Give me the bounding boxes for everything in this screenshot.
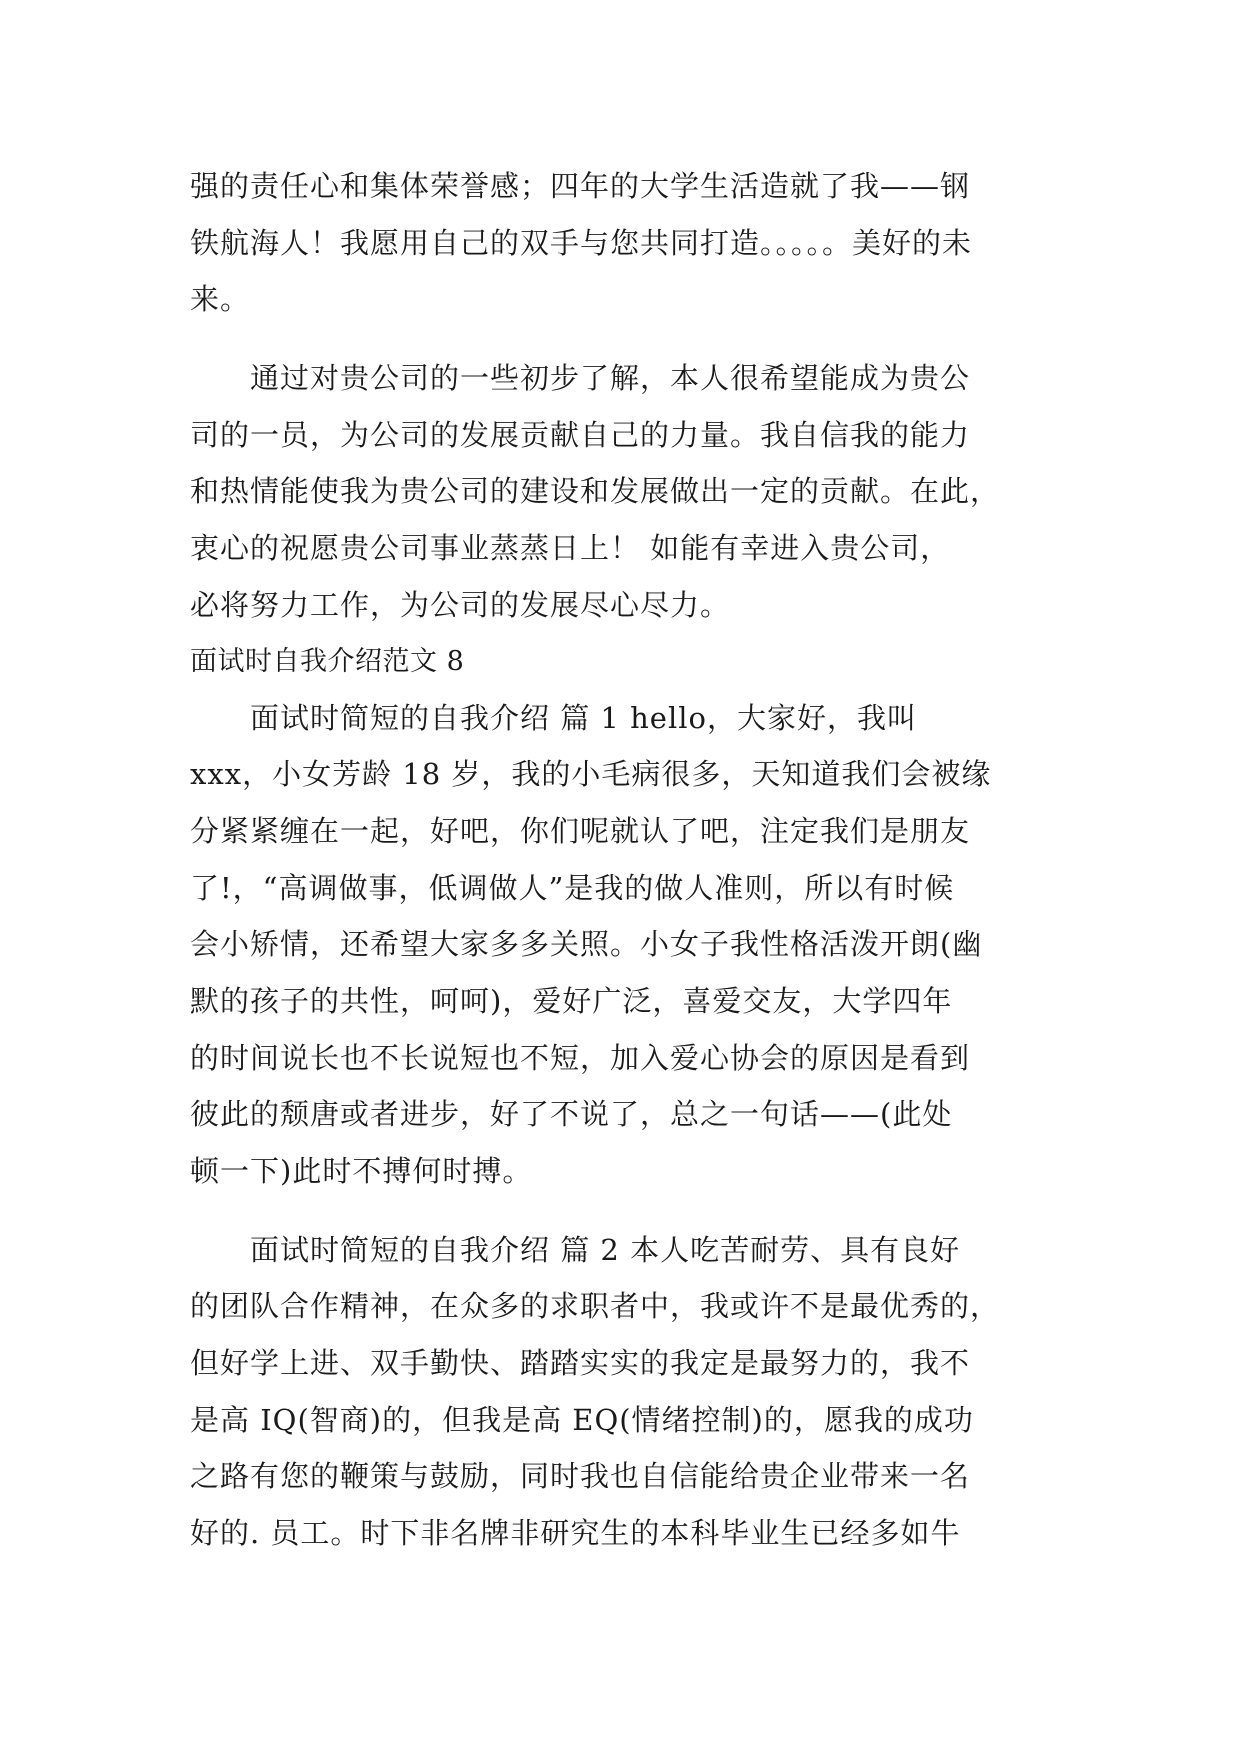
text-line: 和热情能使我为贵公司的建设和发展做出一定的贡献。在此， xyxy=(190,474,1001,509)
text-line: 必将努力工作，为公司的发展尽心尽力。 xyxy=(190,587,731,622)
text-line: 会小矫情，还希望大家多多关照。小女子我性格活泼开朗(幽 xyxy=(190,927,983,962)
paragraph-spacer xyxy=(190,328,1060,350)
text-line: 顿一下)此时不搏何时搏。 xyxy=(190,1154,533,1188)
text-line: 强的责任心和集体荣誉感；四年的大学生活造就了我——钢 xyxy=(190,169,971,203)
paragraph xyxy=(190,158,1060,328)
paragraph-spacer xyxy=(190,1200,1060,1222)
text-line: xxx，小女芳龄 18 岁，我的小毛病很多，天知道我们会被缘 xyxy=(190,757,992,792)
text-line: 来。 xyxy=(190,282,251,317)
text-line: 铁航海人！我愿用自己的双手与您共同打造。。。。。美好的未 xyxy=(190,225,973,260)
text-line: 彼此的颓唐或者进步，好了不说了，总之一句话——(此处 xyxy=(190,1097,953,1132)
text-line: 默的孩子的共性，呵呵)，爱好广泛，喜爱交友，大学四年 xyxy=(190,983,953,1018)
text-line: 之路有您的鞭策与鼓励，同时我也自信能给贵企业带来一名 xyxy=(190,1459,971,1494)
paragraph xyxy=(190,1222,1060,1562)
document-body xyxy=(190,158,1060,1562)
paragraph xyxy=(190,690,1060,1200)
section-heading: 面试时自我介绍范文 8 xyxy=(190,645,465,677)
text-line: 是高 IQ(智商)的，但我是高 EQ(情绪控制)的，愿我的成功 xyxy=(190,1402,974,1437)
paragraph xyxy=(190,350,1060,633)
text-line: 面试时简短的自我介绍 篇 1 hello，大家好，我叫 xyxy=(250,700,917,735)
text-line: 通过对贵公司的一些初步了解，本人很希望能成为贵公 xyxy=(250,361,971,396)
text-line: 司的一员，为公司的发展贡献自己的力量。我自信我的能力 xyxy=(190,417,971,452)
text-line: 的团队合作精神，在众多的求职者中，我或许不是最优秀的， xyxy=(190,1289,1001,1324)
text-line: 了!，“高调做事，低调做人”是我的做人准则，所以有时候 xyxy=(190,870,955,905)
text-line: 好的. 员工。时下非名牌非研究生的本科毕业生已经多如牛 xyxy=(190,1516,961,1551)
text-line: 分紧紧缠在一起，好吧，你们呢就认了吧，注定我们是朋友 xyxy=(190,813,971,848)
text-line: 但好学上进、双手勤快、踏踏实实的我定是最努力的，我不 xyxy=(190,1346,971,1381)
text-line: 的时间说长也不长说短也不短，加入爱心协会的原因是看到 xyxy=(190,1040,971,1075)
text-line: 衷心的祝愿贵公司事业蒸蒸日上！ 如能有幸进入贵公司， xyxy=(190,531,951,566)
text-line: 面试时简短的自我介绍 篇 2 本人吃苦耐劳、具有良好 xyxy=(250,1232,961,1267)
